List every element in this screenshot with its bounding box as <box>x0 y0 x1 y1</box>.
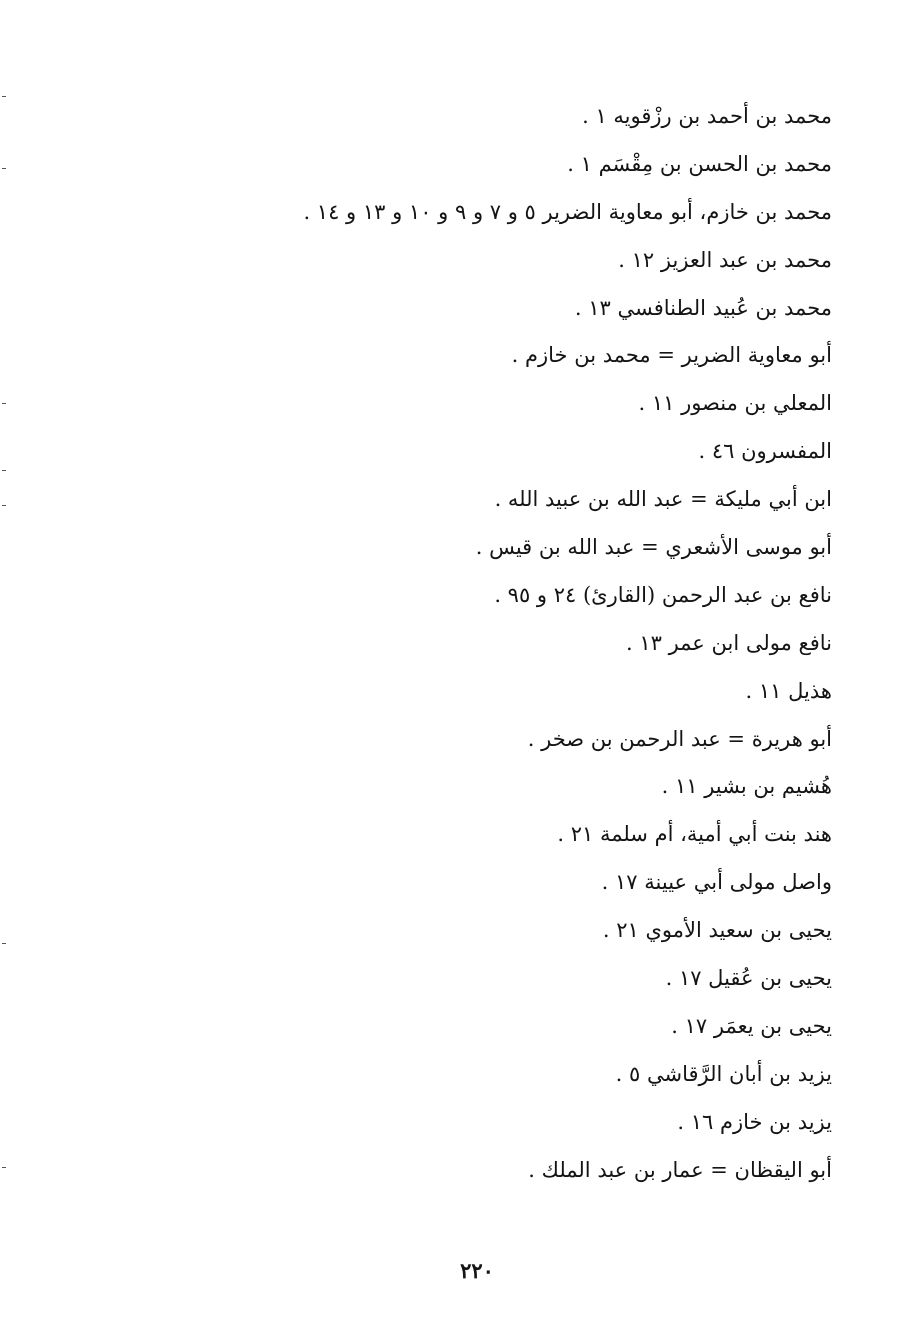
index-entry: محمد بن عبد العزيز ١٢ . <box>618 247 832 272</box>
margin-mark <box>2 1167 6 1168</box>
index-entry: أبو موسى الأشعري = عبد الله بن قيس . <box>475 535 832 560</box>
index-entry: محمد بن الحسن بن مِقْسَم ١ . <box>567 151 832 176</box>
margin-mark <box>2 943 6 944</box>
index-entry: المفسرون ٤٦ . <box>698 439 832 464</box>
index-entry: محمد بن خازم، أبو معاوية الضرير ٥ و ٧ و ٩ و ١٠ و ١٣ و ١٤ . <box>303 199 832 224</box>
margin-mark <box>2 168 6 169</box>
index-entry: محمد بن عُبيد الطنافسي ١٣ . <box>574 295 832 320</box>
index-entry: أبو اليقظان = عمار بن عبد الملك . <box>528 1157 832 1182</box>
index-entry: يحيى بن عُقيل ١٧ . <box>665 966 832 991</box>
index-entry: يزيد بن أبان الرَّقاشي ٥ . <box>615 1061 832 1086</box>
index-entry: أبو معاوية الضرير = محمد بن خازم . <box>511 343 832 368</box>
index-entry: يحيى بن سعيد الأموي ٢١ . <box>602 918 832 943</box>
index-entry: يحيى بن يعمَر ١٧ . <box>671 1013 832 1038</box>
index-entry: هُشيم بن بشير ١١ . <box>661 774 832 799</box>
margin-mark <box>2 403 6 404</box>
index-entry: هند بنت أبي أمية، أم سلمة ٢١ . <box>557 822 832 847</box>
margin-mark <box>2 505 6 506</box>
index-entry: يزيد بن خازم ١٦ . <box>677 1109 832 1134</box>
index-entry: محمد بن أحمد بن رزْقويه ١ . <box>582 104 832 128</box>
index-entry: نافع مولى ابن عمر ١٣ . <box>625 630 832 655</box>
margin-mark <box>2 96 6 97</box>
index-entry-list <box>232 94 832 1195</box>
index-entry: أبو هريرة = عبد الرحمن بن صخر . <box>527 726 832 751</box>
index-entry: ابن أبي مليكة = عبد الله بن عبيد الله . <box>494 487 832 512</box>
index-entry: المعلي بن منصور ١١ . <box>638 391 832 416</box>
page-number: ٢٢٠ <box>460 1258 494 1283</box>
margin-mark <box>2 470 6 471</box>
index-entry: واصل مولى أبي عيينة ١٧ . <box>601 870 832 895</box>
index-entry: هذيل ١١ . <box>745 678 832 703</box>
index-entry: نافع بن عبد الرحمن (القارئ) ٢٤ و ٩٥ . <box>494 582 832 607</box>
